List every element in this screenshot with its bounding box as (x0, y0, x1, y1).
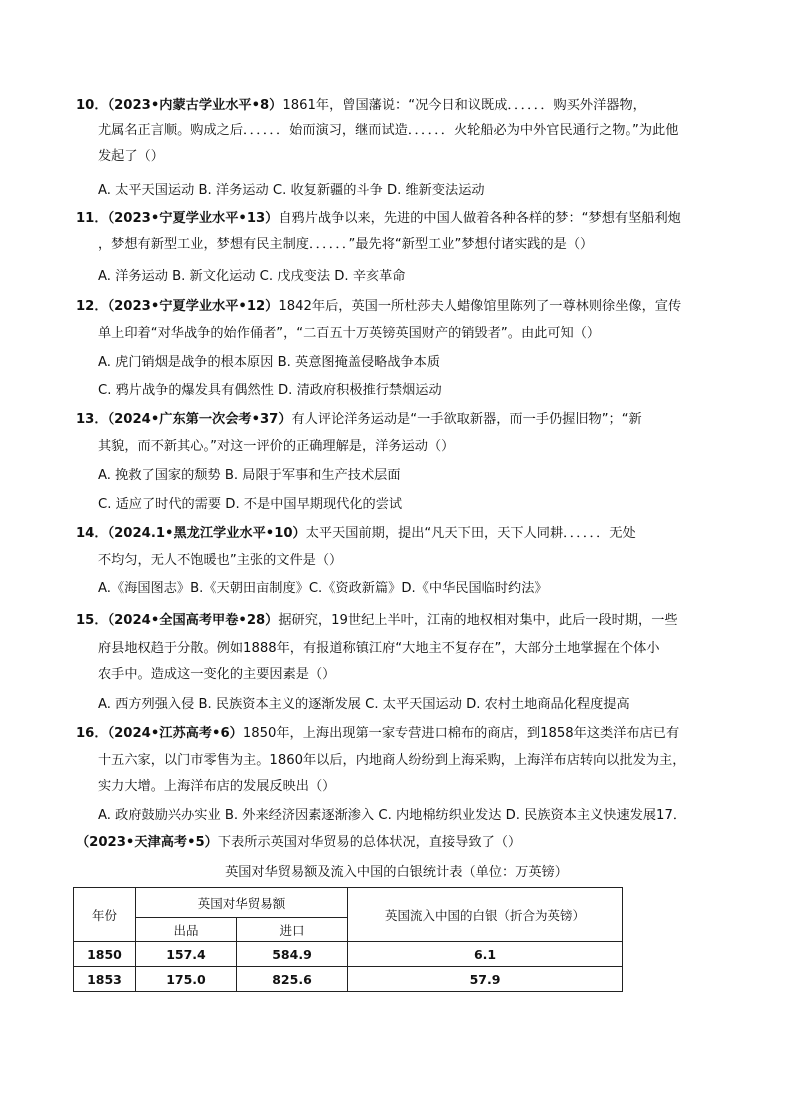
cell-silver: 6.1 (348, 942, 623, 967)
question-number: 11． (76, 211, 108, 226)
question-15-line-3: 农手中。造成这一变化的主要因素是（） (98, 667, 336, 682)
question-13-option-row-2: C. 适应了时代的需要 D. 不是中国早期现代化的尝试 (98, 497, 403, 512)
table-caption: 英国对华贸易额及流入中国的白银统计表（单位：万英镑） (225, 865, 568, 880)
cell-import: 584.9 (237, 942, 348, 967)
header-year: 年份 (74, 888, 136, 942)
question-text: 1850年，上海出现第一家专营进口棉布的商店，到1858年这类洋布店已有 (242, 726, 680, 741)
question-15-line-2: 府县地权趋于分散。例如1888年，有报道称镇江府“大地主不复存在”，大部分土地掌握在个体小 (98, 641, 660, 656)
question-11-line-2: ，梦想有新型工业，梦想有民主制度．．．．．．”最先将“新型工业”梦想付诸实践的是（） (98, 237, 594, 252)
question-text: 据研究，19世纪上半叶，江南的地权相对集中，此后一段时期，一些 (278, 613, 678, 628)
cell-silver: 57.9 (348, 967, 623, 992)
question-14-options: A.《海国图志》B.《天朝田亩制度》C.《资政新篇》D.《中华民国临时约法》 (98, 581, 548, 596)
cell-export: 157.4 (136, 942, 237, 967)
question-text: 下表所示英国对华贸易的总体状况，直接导致了（） (217, 835, 522, 850)
question-text: 太平天国前期，提出“凡天下田，天下人同耕．．．．．．无处 (305, 526, 636, 541)
question-11-line-1 (76, 210, 681, 228)
question-14-line-2: 不均匀，无人不饱暖也”主张的文件是（） (98, 553, 343, 568)
question-16-line-3: 实力大增。上海洋布店的发展反映出（） (98, 779, 336, 794)
table-header-row (74, 888, 623, 918)
question-10-options: A. 太平天国运动 B. 洋务运动 C. 收复新疆的斗争 D. 维新变法运动 (98, 183, 485, 198)
question-10-line-1 (76, 97, 646, 115)
header-export: 出品 (136, 918, 237, 942)
question-12-option-row-2: C. 鸦片战争的爆发具有偶然性 D. 清政府积极推行禁烟运动 (98, 383, 442, 398)
cell-year: 1853 (74, 967, 136, 992)
question-13-line-2: 其貌，而不新其心。”对这一评价的正确理解是，洋务运动（） (98, 439, 455, 454)
question-13-option-row-1: A. 挽救了国家的颓势 B. 局限于军事和生产技术层面 (98, 468, 401, 483)
question-source: （2023•宁夏学业水平•13） (107, 211, 279, 226)
question-13-line-1 (76, 411, 642, 429)
question-12-line-1 (76, 298, 681, 316)
question-text: 有人评论洋务运动是“一手欲取新器，而一手仍握旧物”；“新 (291, 412, 642, 427)
question-source: （2023•宁夏学业水平•12） (107, 299, 279, 314)
question-16-line-1 (76, 725, 679, 743)
question-text: 1861年，曾国藩说：“况今日和议既成．．．．．．购买外洋器物， (282, 98, 646, 113)
question-text: 1842年后，英国一所杜莎夫人蜡像馆里陈列了一尊林则徐坐像，宣传 (278, 299, 682, 314)
question-number: 16． (76, 726, 108, 741)
question-15-line-1 (76, 612, 678, 630)
question-text: 自鸦片战争以来，先进的中国人做着各种各样的梦：“梦想有坚船利炮 (278, 211, 681, 226)
question-source: （2023•内蒙古学业水平•8） (107, 98, 283, 113)
question-source: （2023•天津高考•5） (76, 835, 218, 850)
question-17-line-1 (76, 834, 521, 852)
question-number: 10． (76, 98, 108, 113)
question-12-option-row-1: A. 虎门销烟是战争的根本原因 B. 英意图掩盖侵略战争本质 (98, 355, 441, 370)
question-16-options: A. 政府鼓励兴办实业 B. 外来经济因素逐渐渗入 C. 内地棉纺织业发达 D. 民族资本主义快速发展17． (98, 808, 687, 823)
question-number: 14． (76, 526, 108, 541)
question-number: 12． (76, 299, 108, 314)
header-import: 进口 (237, 918, 348, 942)
trade-table (73, 887, 623, 992)
question-10-line-3: 发起了（） (98, 149, 164, 164)
question-source: （2024•广东第一次会考•37） (107, 412, 292, 427)
question-number: 15． (76, 613, 108, 628)
question-14-line-1 (76, 525, 636, 543)
question-number: 13． (76, 412, 108, 427)
question-11-options: A. 洋务运动 B. 新文化运动 C. 戊戌变法 D. 辛亥革命 (98, 269, 406, 284)
cell-year: 1850 (74, 942, 136, 967)
question-15-options: A. 西方列强入侵 B. 民族资本主义的逐渐发展 C. 太平天国运动 D. 农村土地商品化程度提高 (98, 697, 630, 712)
question-12-line-2: 单上印着“对华战争的始作俑者”，“二百五十万英镑英国财产的销毁者”。由此可知（） (98, 326, 601, 341)
cell-import: 825.6 (237, 967, 348, 992)
question-source: （2024•全国高考甲卷•28） (107, 613, 279, 628)
cell-export: 175.0 (136, 967, 237, 992)
table-row (74, 967, 623, 992)
header-trade: 英国对华贸易额 (136, 888, 348, 918)
header-silver: 英国流入中国的白银（折合为英镑） (348, 888, 623, 942)
question-source: （2024•江苏高考•6） (107, 726, 243, 741)
table-row (74, 942, 623, 967)
question-16-line-2: 十五六家，以门市零售为主。1860年以后，内地商人纷纷到上海采购，上海洋布店转向以批发为主， (98, 753, 686, 768)
question-source: （2024.1•黑龙江学业水平•10） (107, 526, 306, 541)
question-10-line-2: 尤属名正言顺。购成之后．．．．．．始而演习，继而试造．．．．．．火轮船必为中外官民通行之物。”为此他 (98, 123, 679, 138)
